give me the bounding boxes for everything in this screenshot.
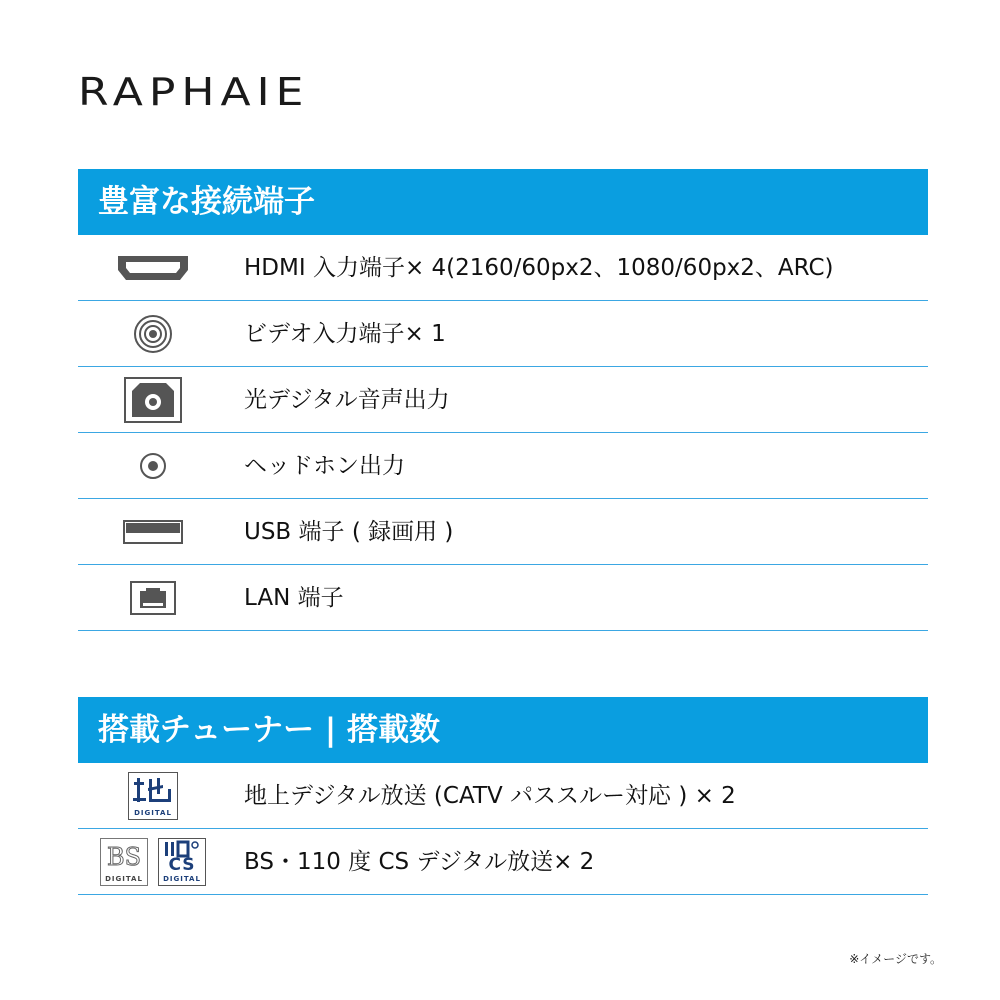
optical-audio-port-icon [124, 377, 182, 423]
usb-port-icon [123, 520, 183, 544]
list-item [78, 235, 928, 301]
connector-label-hdmi: HDMI 入力端子× 4(2160/60px2、1080/60px2、ARC) [244, 255, 834, 281]
tuner-list [78, 763, 928, 895]
list-item [78, 301, 928, 367]
list-item [78, 433, 928, 499]
headphone-jack-icon [139, 452, 167, 480]
connector-label-headphone: ヘッドホン出力 [244, 453, 405, 479]
list-item [78, 367, 928, 433]
connector-list [78, 235, 928, 631]
connector-label-usb: USB 端子 ( 録画用 ) [244, 519, 454, 545]
terrestrial-digital-logo-icon [128, 772, 178, 820]
video-rca-port-icon [133, 314, 173, 354]
list-item [78, 763, 928, 829]
bs-110cs-digital-logo-icon [78, 829, 228, 894]
section-header-connectors: 豊富な接続端子 [78, 169, 928, 235]
connector-label-lan: LAN 端子 [244, 585, 344, 611]
bs-logo-text: BS [106, 842, 142, 871]
list-item [78, 829, 928, 895]
list-item [78, 565, 928, 631]
bs-logo-sub-text: DIGITAL [105, 874, 143, 883]
brand-logo: RAPHAIE [78, 70, 310, 115]
hdmi-port-icon [116, 254, 190, 282]
cs-logo-sub-text: DIGITAL [163, 874, 201, 883]
cs-logo-text: CS [168, 854, 196, 875]
connector-label-optical: 光デジタル音声出力 [244, 387, 450, 413]
tuner-label-bs-cs: BS・110 度 CS デジタル放送× 2 [244, 849, 595, 875]
lan-port-icon [130, 581, 176, 615]
connector-label-video: ビデオ入力端子× 1 [244, 321, 446, 347]
section-header-tuners: 搭載チューナー | 搭載数 [78, 697, 928, 763]
list-item [78, 499, 928, 565]
bs-digital-logo-icon [100, 838, 148, 886]
terrestrial-digital-sub-text: DIGITAL [134, 808, 172, 817]
cs110-digital-logo-icon [158, 838, 206, 886]
image-disclaimer: ※イメージです。 [849, 952, 942, 966]
tuner-label-terrestrial: 地上デジタル放送 (CATV パススルー対応 ) × 2 [244, 783, 736, 809]
